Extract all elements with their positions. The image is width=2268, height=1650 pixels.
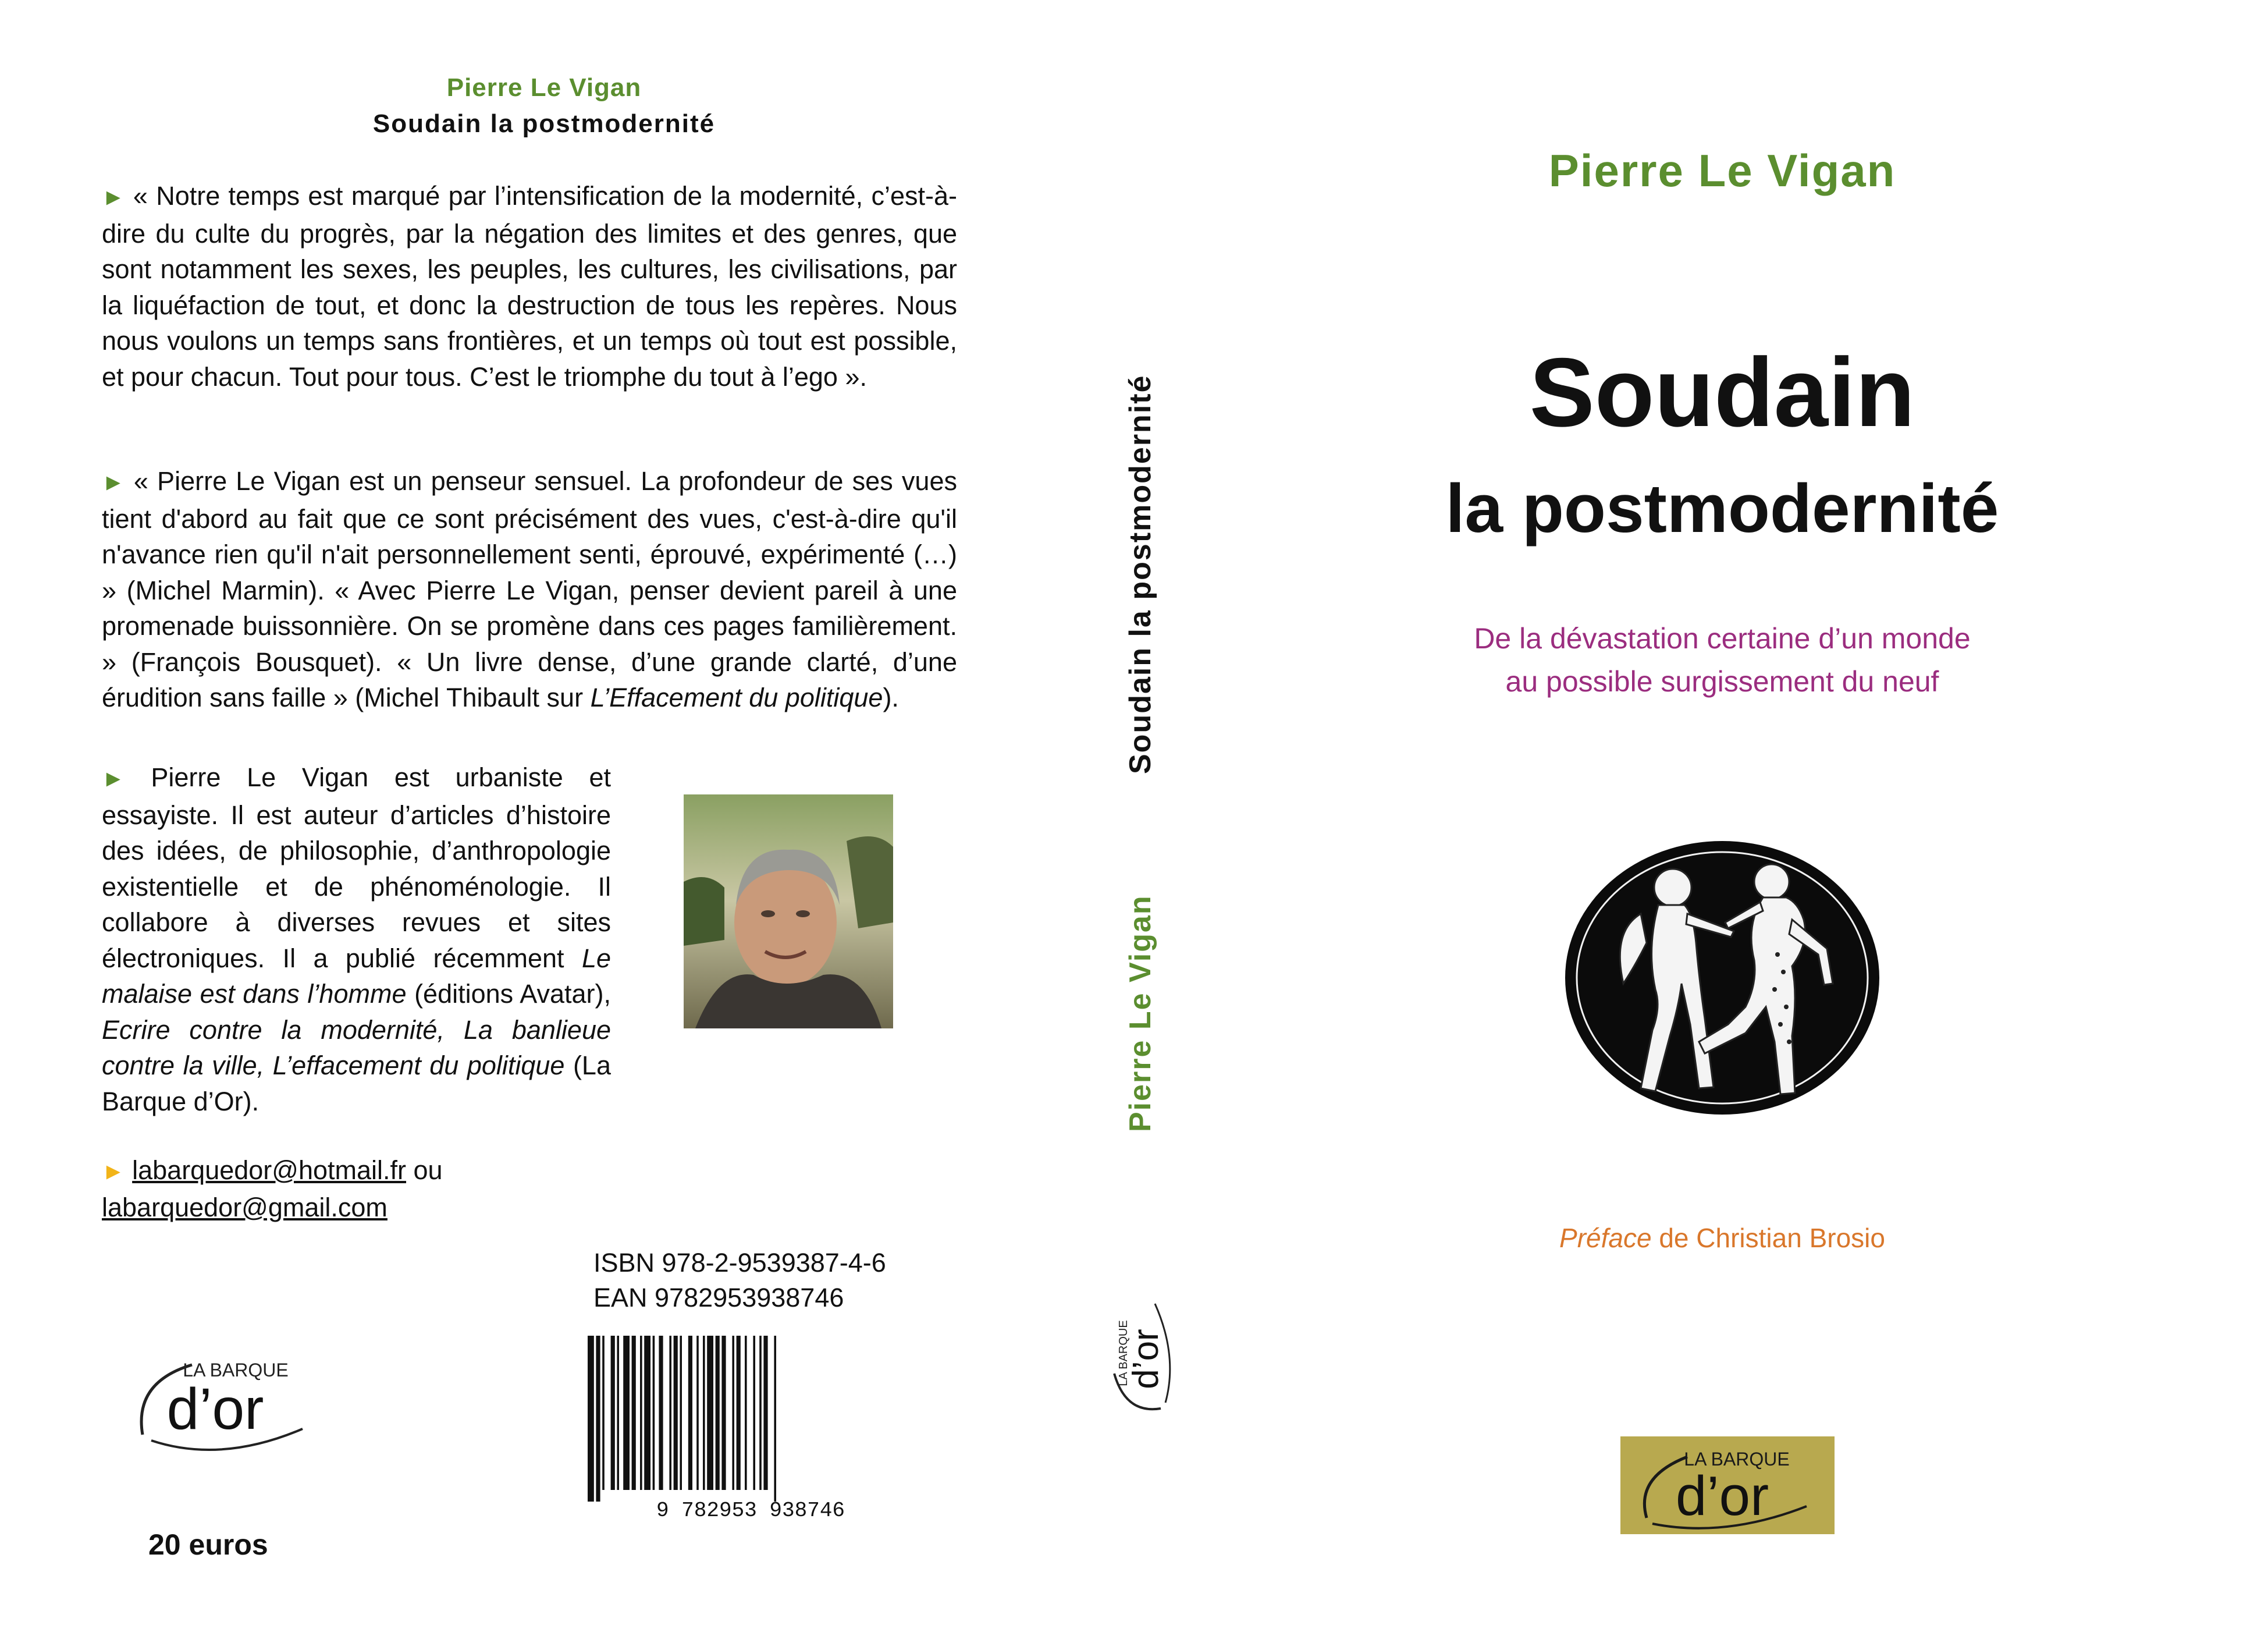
barcode-bar xyxy=(707,1336,713,1490)
blurb-paragraph-1 xyxy=(102,178,957,395)
barcode-bar xyxy=(653,1336,655,1490)
price: 20 euros xyxy=(148,1528,268,1561)
barcode-bar xyxy=(763,1336,767,1490)
author-photo xyxy=(684,794,893,1028)
spine-author: Pierre Le Vigan xyxy=(1124,895,1157,1132)
isbn-block xyxy=(593,1246,886,1315)
email-link-gmail[interactable]: labarquedor@gmail.com xyxy=(102,1193,388,1222)
blurb-text-2a: « Pierre Le Vigan est un penseur sensuel. La profondeur de ses vues tient d'abord au fait que ce sont précisément des vues, c'est-à-dire qu'il n'avance rien qu'il n'ait personnellement senti, éprouvé, expérimenté (…) » (Michel Marmin). « Avec Pierre Le Vigan, penser devient pareil à une promenade buissonnière. On se promène dans ces pages familièrement. » (François Bousquet). « Un livre dense, d’une grande clarté, d’une érudition sans faille » (Michel Thibault sur xyxy=(102,466,957,712)
bullet-arrow-icon: ► xyxy=(102,1159,125,1184)
barcode-bar xyxy=(732,1336,734,1490)
bio-text-a: Pierre Le Vigan est urbaniste et essayiste. Il est auteur d’articles d’histoire des idées, de philosophie, d’anthropologie existentielle et de phénoménologie. Il collabore à diverses revues et sites électroniques. Il a publié récemment xyxy=(102,762,611,973)
front-subtitle xyxy=(1431,617,2013,703)
barcode-bar xyxy=(716,1336,720,1490)
spine-logo-line-1: LA BARQUE xyxy=(1117,1320,1130,1386)
barcode-bar xyxy=(737,1336,741,1490)
blurb-text-1: « Notre temps est marqué par l’intensification de la modernité, c’est-à-dire du culte du progrès, par la négation des limites et des genres, que sont notamment les sexes, les peuples, les cultures, les civilisations, par la liquéfaction de tout, et donc la destruction de tous les repères. Nous nous voulons un temps sans frontières, et un temps où tout est possible, et pour chacun. Tout pour tous. C’est le triomphe du tout à l’ego ». xyxy=(102,181,957,392)
isbn-number: ISBN 978-2-9539387-4-6 xyxy=(593,1248,886,1278)
bullet-arrow-icon: ► xyxy=(102,470,125,495)
email-link-hotmail[interactable]: labarquedor@hotmail.fr xyxy=(132,1155,407,1185)
logo-line-1: LA BARQUE xyxy=(183,1360,289,1381)
subtitle-line-1: De la dévastation certaine d’un monde xyxy=(1474,622,1971,655)
barcode-digits: 9 782953 938746 xyxy=(656,1499,845,1522)
publisher-logo-spine xyxy=(1103,1295,1172,1417)
bio-text-c: (La Barque d’Or). xyxy=(102,1051,611,1116)
barcode-bar xyxy=(632,1336,636,1490)
barcode-bar xyxy=(703,1336,705,1490)
bio-text-b: (éditions Avatar), xyxy=(406,979,611,1009)
greek-vase-medallion xyxy=(1554,832,1891,1123)
publisher-logo-back xyxy=(128,1347,320,1458)
preface-label: Préface xyxy=(1559,1223,1652,1253)
barcode-bar xyxy=(617,1336,619,1490)
barcode-bar xyxy=(588,1336,594,1502)
blurb-book-ref: L’Effacement du politique xyxy=(590,683,883,712)
barcode-bar xyxy=(696,1336,699,1490)
back-book-title: Soudain la postmodernité xyxy=(372,109,716,138)
preface-credit xyxy=(1431,1222,2013,1254)
barcode-bar xyxy=(644,1336,650,1490)
publisher-logo-front xyxy=(1620,1436,1835,1534)
front-author-name: Pierre Le Vigan xyxy=(1548,145,1896,196)
barcode-bar xyxy=(745,1336,747,1490)
subtitle-line-2: au possible surgissement du neuf xyxy=(1505,665,1939,698)
barcode-bar xyxy=(688,1336,692,1490)
logo-line-2: d’or xyxy=(166,1376,264,1442)
bio-book-1: Le malaise est dans l’homme xyxy=(102,943,611,1009)
front-logo-line-1: LA BARQUE xyxy=(1684,1449,1790,1470)
contact-emails xyxy=(102,1152,443,1226)
barcode-bar xyxy=(774,1336,776,1502)
barcode-bar xyxy=(623,1336,630,1490)
ean-number: EAN 9782953938746 xyxy=(593,1283,844,1312)
barcode-bar xyxy=(602,1336,605,1490)
barcode-bar xyxy=(680,1336,682,1490)
barcode-bar xyxy=(596,1336,600,1502)
back-author-name: Pierre Le Vigan xyxy=(446,73,642,102)
barcode-bar xyxy=(611,1336,615,1490)
barcode-bar xyxy=(759,1336,762,1490)
barcode-bar xyxy=(640,1336,642,1490)
bio-books-2: Ecrire contre la modernité, La banlieue contre la ville, L’effacement du politique xyxy=(102,1014,611,1080)
bullet-arrow-icon: ► xyxy=(102,184,125,210)
barcode-bar xyxy=(674,1336,678,1490)
preface-author: de Christian Brosio xyxy=(1651,1223,1885,1253)
barcode-bar xyxy=(753,1336,755,1490)
spine-title: Soudain la postmodernité xyxy=(1124,374,1157,774)
bullet-arrow-icon: ► xyxy=(102,766,125,792)
blurb-paragraph-2 xyxy=(102,463,957,716)
barcode-bar xyxy=(721,1336,726,1490)
front-title-main: Soudain xyxy=(1529,338,1915,447)
spine-logo-line-2: d’or xyxy=(1126,1329,1166,1389)
front-title-second: la postmodernité xyxy=(1445,470,1999,547)
barcode xyxy=(576,1336,925,1522)
barcode-bar xyxy=(659,1336,663,1490)
barcode-bars xyxy=(576,1336,925,1522)
front-logo-line-2: d’or xyxy=(1675,1465,1769,1527)
barcode-bar xyxy=(669,1336,671,1490)
email-separator: ou xyxy=(406,1155,443,1185)
blurb-text-2b: ). xyxy=(883,683,899,712)
author-bio xyxy=(102,760,611,1119)
